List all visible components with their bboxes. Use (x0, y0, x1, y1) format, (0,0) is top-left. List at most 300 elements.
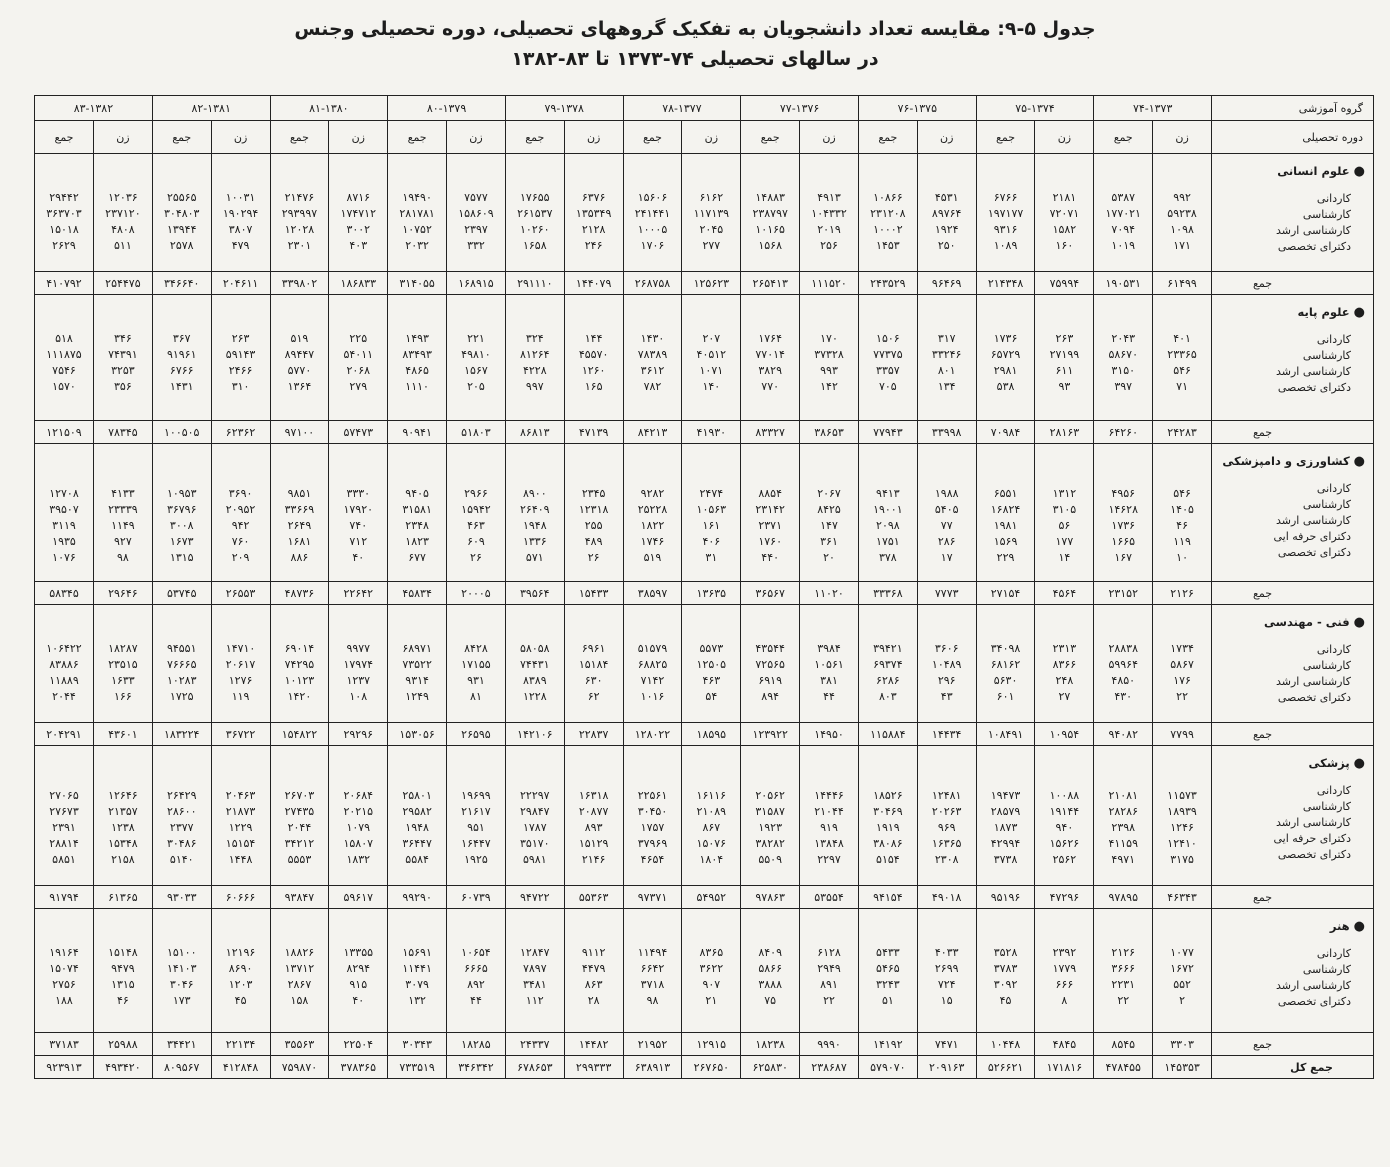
value: ۱۱۵۷۳ (1167, 789, 1197, 802)
value: ۲۸۱۷۸۱ (399, 207, 435, 220)
value: ۳۵۶ (114, 380, 132, 393)
group-total-value: ۱۹۰۵۳۱ (1094, 272, 1153, 295)
value: ۲۰۶۷ (817, 487, 841, 500)
degree-label: دکترای تخصصی (1277, 691, 1351, 704)
group-total-value: ۳۸۵۹۷ (623, 582, 682, 605)
value: ۱۰۱۶ (640, 690, 665, 703)
value: ۵۴۰۱۱ (343, 348, 374, 361)
total-values-cell (976, 444, 1035, 582)
value: ۷۷۰۱۴ (755, 348, 785, 361)
value: ۵۸۶۷ (1170, 658, 1194, 671)
female-values-cell (682, 295, 741, 421)
total-header: جمع (976, 121, 1035, 154)
value: ۴۹۱۳ (817, 191, 841, 204)
value: ۱۴۲۰ (287, 690, 312, 703)
value: ۸۴۲۸ (464, 642, 488, 655)
value: ۱۷۹۷۴ (343, 658, 374, 671)
value: ۷۸۲ (643, 380, 662, 393)
value: ۱۶۰ (1055, 239, 1074, 252)
value: ۱۷۳۴ (1170, 642, 1194, 655)
value: ۲۱ (705, 994, 718, 1007)
value: ۱۳۴ (937, 380, 956, 393)
group-total-value: ۱۲۹۱۵ (682, 1033, 741, 1056)
group-total-value: ۱۳۶۳۵ (682, 582, 741, 605)
total-values-cell (858, 605, 917, 723)
value: ۱۸۵۲۶ (873, 789, 903, 802)
total-values-cell (388, 605, 447, 723)
year-header: ۸۲-۱۳۸۱ (152, 96, 270, 121)
group-total-value: ۲۴۳۳۷ (505, 1033, 564, 1056)
group-total-value: ۲۶۵۴۱۳ (741, 272, 800, 295)
value: ۱۶۱۱۶ (696, 789, 727, 802)
grand-total-label: جمع کل (1212, 1056, 1374, 1079)
group-total-value: ۱۲۱۵۰۹ (35, 421, 94, 444)
group-total-value: ۹۹۲۹۰ (388, 886, 447, 909)
female-values-cell (917, 444, 976, 582)
value: ۱۳۷۱۲ (284, 962, 315, 975)
female-values-cell (447, 295, 506, 421)
grand-total-value: ۲۹۹۳۳۳ (564, 1056, 623, 1079)
value: ۲۹۴۹ (817, 962, 841, 975)
value: ۳۹۵۰۷ (49, 503, 79, 516)
value: ۳۶۶۶ (1111, 962, 1136, 975)
female-values-cell (917, 295, 976, 421)
group-name: ● کشاورزی و دامپزشکی (1212, 454, 1365, 469)
group-label-cell (1212, 444, 1374, 582)
value: ۳۱۵۰ (1111, 364, 1136, 377)
value: ۹۱۱۲ (581, 946, 606, 959)
value: ۳۸۲۹ (758, 364, 782, 377)
total-values-cell (505, 295, 564, 421)
value: ۲۸۶ (937, 535, 956, 548)
total-values-cell (388, 444, 447, 582)
female-values-cell (917, 909, 976, 1033)
value: ۱۷۷ (1055, 535, 1074, 548)
value: ۱۹۰۰۱ (873, 503, 903, 516)
grand-total-value: ۲۶۷۶۵۰ (682, 1056, 741, 1079)
value: ۴۴۷۹ (581, 962, 606, 975)
female-header: زن (1153, 121, 1212, 154)
value: ۳۰۰۲ (346, 223, 371, 236)
value: ۱۰۰۰۲ (873, 223, 903, 236)
total-values-cell (623, 605, 682, 723)
value: ۱۰۷۶ (52, 551, 76, 564)
title-line-1: جدول ۵-۹: مقایسه تعداد دانشجویان به تفکیک گروههای تحصیلی، دوره تحصیلی وجنس (294, 18, 1096, 40)
value: ۲۷۱۹۹ (1049, 348, 1080, 361)
group-total-value: ۴۱۹۳۰ (682, 421, 741, 444)
female-values-cell (1153, 154, 1212, 272)
value: ۲۶۱۵۳۷ (517, 207, 553, 220)
value: ۱۵۹۴۲ (461, 503, 491, 516)
group-total-value: ۲۳۱۵۲ (1094, 582, 1153, 605)
group-total-value: ۶۲۳۶۲ (211, 421, 270, 444)
value: ۲۲۵۶۱ (637, 789, 668, 802)
group-total-value: ۴۸۷۳۶ (270, 582, 329, 605)
value: ۲۰۳۲ (405, 239, 429, 252)
value: ۱۳۶۴ (287, 380, 312, 393)
value: ۶۹۳۷۴ (873, 658, 903, 671)
degree-list (1212, 642, 1365, 706)
group-total-value: ۲۶۵۵۳ (211, 582, 270, 605)
value: ۸۹۳ (584, 821, 603, 834)
value: ۱۲۸۴۷ (520, 946, 550, 959)
value: ۳۳۵۷ (876, 364, 900, 377)
total-values-cell (505, 746, 564, 886)
female-values-cell (1153, 909, 1212, 1033)
value: ۲۰۱۹ (817, 223, 841, 236)
group-total-value: ۳۱۴۰۵۵ (388, 272, 447, 295)
value: ۶۹۱۹ (758, 674, 782, 687)
total-values-cell (976, 605, 1035, 723)
value: ۴۳۵۴۴ (755, 642, 785, 655)
value: ۱۴۱۰۳ (166, 962, 197, 975)
value: ۱۷۲۵ (169, 690, 194, 703)
value: ۱۰۵۶۱ (814, 658, 844, 671)
grand-total-value: ۵۷۹۰۷۰ (858, 1056, 917, 1079)
total-values-cell (623, 746, 682, 886)
value: ۱۵۶۰۶ (637, 191, 668, 204)
value: ۳۰۴۶۹ (873, 805, 903, 818)
value: ۱۸۲۲ (640, 519, 665, 532)
value: ۴۹۷۱ (1111, 853, 1136, 866)
female-values-cell (329, 444, 388, 582)
value: ۲۴۶ (584, 239, 603, 252)
group-total-value: ۱۴۲۱۰۶ (505, 723, 564, 746)
value: ۲۲۱ (467, 332, 485, 345)
value: ۱۰۸ (349, 690, 368, 703)
value: ۱۷۷۰۲۱ (1105, 207, 1141, 220)
value: ۵۱۴۰ (169, 853, 194, 866)
title-line-2: در سالهای تحصیلی ۷۴-۱۳۷۳ تا ۸۳-۱۳۸۲ (511, 48, 879, 70)
value: ۲۰۲۱۵ (343, 805, 374, 818)
value: ۱۱۴۹۴ (637, 946, 668, 959)
value: ۲۹۸۱ (993, 364, 1018, 377)
degree-label: کارشناسی (1302, 208, 1351, 221)
value: ۱۷۵۱ (876, 535, 900, 548)
degree-label: دکترای تخصصی (1277, 240, 1351, 253)
grand-total-value: ۶۷۸۶۵۳ (505, 1056, 564, 1079)
value: ۲۳۴۸ (405, 519, 429, 532)
value: ۱۴۰۵ (1170, 503, 1194, 516)
total-values-cell (35, 444, 94, 582)
value: ۵۸۵۱ (52, 853, 76, 866)
group-total-value: ۲۰۰۰۵ (447, 582, 506, 605)
value: ۳۰۷۹ (405, 978, 429, 991)
total-values-cell (858, 154, 917, 272)
value: ۱۹۴۸ (405, 821, 429, 834)
group-total-value: ۱۴۴۸۲ (564, 1033, 623, 1056)
group-total-value: ۸۴۲۱۳ (623, 421, 682, 444)
value: ۸ (1061, 994, 1068, 1007)
value: ۷۴۳۹۱ (108, 348, 138, 361)
group-total-value: ۷۷۷۳ (917, 582, 976, 605)
value: ۳۲۴ (525, 332, 544, 345)
value: ۱۱۱۰ (405, 380, 429, 393)
value: ۳۳۲ (467, 239, 485, 252)
group-name: ● هنر (1212, 919, 1365, 934)
value: ۸۳۸۹ (522, 674, 547, 687)
female-values-cell (447, 909, 506, 1033)
value: ۴۰۳ (349, 239, 368, 252)
group-total-value: ۲۲۶۴۲ (329, 582, 388, 605)
value: ۲۳۴۵ (581, 487, 606, 500)
value: ۲۳۹۷ (464, 223, 488, 236)
value: ۲۳۵۱۵ (108, 658, 138, 671)
value: ۲۳۹۲ (1052, 946, 1077, 959)
year-header: ۷۹-۱۳۷۸ (505, 96, 623, 121)
group-total-value: ۶۱۴۹۹ (1153, 272, 1212, 295)
total-values-cell (270, 605, 329, 723)
value: ۱۰۵۶۳ (696, 503, 727, 516)
value: ۸۳۶۵ (699, 946, 724, 959)
female-values-cell (1035, 909, 1094, 1033)
value: ۳۶۷۹۶ (166, 503, 197, 516)
total-values-cell (152, 605, 211, 723)
value: ۴۶۳ (702, 674, 721, 687)
value: ۵۱۹ (290, 332, 309, 345)
value: ۱۷۴۷۱۲ (340, 207, 376, 220)
group-row (35, 605, 1374, 723)
group-total-label: جمع (1212, 272, 1374, 295)
value: ۱۸۲۸۷ (108, 642, 138, 655)
value: ۱۰۲۸۳ (166, 674, 197, 687)
value: ۹۳ (1058, 380, 1071, 393)
female-header: زن (329, 121, 388, 154)
value: ۸۹۱ (820, 978, 838, 991)
value: ۱۲۶۴۶ (108, 789, 138, 802)
value: ۳۱۵۸۱ (402, 503, 432, 516)
value: ۱۰۸۹ (993, 239, 1018, 252)
value: ۹۵۱ (467, 821, 485, 834)
group-label-cell (1212, 605, 1374, 723)
total-values-cell (35, 605, 94, 723)
year-header: ۸۰-۱۳۷۹ (388, 96, 506, 121)
group-total-value: ۶۴۲۶۰ (1094, 421, 1153, 444)
value: ۱۶۶ (114, 690, 132, 703)
value: ۱۷۶ (1173, 674, 1191, 687)
group-total-value: ۳۵۵۶۳ (270, 1033, 329, 1056)
value: ۵۵۲ (1173, 978, 1191, 991)
value: ۲۷۵۶ (52, 978, 76, 991)
value: ۷۱۴۲ (640, 674, 665, 687)
value: ۲۵۰ (937, 239, 956, 252)
value: ۷۱ (1176, 380, 1188, 393)
group-total-value: ۴۵۸۳۴ (388, 582, 447, 605)
value: ۳۶۴۴۷ (402, 837, 432, 850)
value: ۱۶۶۵ (1111, 535, 1136, 548)
value: ۸۹۲ (467, 978, 485, 991)
degree-label: کاردانی (1316, 947, 1351, 960)
value: ۶۷۶۶ (993, 191, 1018, 204)
group-total-label: جمع (1212, 723, 1374, 746)
grand-total-value: ۴۹۳۴۲۰ (93, 1056, 152, 1079)
value: ۲۶۳ (1055, 332, 1074, 345)
group-total-row (35, 723, 1374, 746)
value: ۱۰۲۶۰ (520, 223, 550, 236)
value: ۳۰۴۵۰ (637, 805, 668, 818)
value: ۱۷۶۰ (758, 535, 782, 548)
year-header: ۷۵-۱۳۷۴ (976, 96, 1094, 121)
grand-total-value: ۷۳۳۵۱۹ (388, 1056, 447, 1079)
group-total-value: ۱۴۴۰۷۹ (564, 272, 623, 295)
value: ۵۸۰۵۸ (520, 642, 550, 655)
value: ۴۰ (352, 994, 365, 1007)
group-total-value: ۶۰۷۳۹ (447, 886, 506, 909)
value: ۲۶ (470, 551, 482, 564)
value: ۱۲۲۹ (228, 821, 253, 834)
value: ۸۳۸۸۶ (49, 658, 79, 671)
total-values-cell (623, 295, 682, 421)
value: ۲۵۵ (584, 519, 603, 532)
female-values-cell (1035, 295, 1094, 421)
group-total-value: ۳۳۹۸۰۲ (270, 272, 329, 295)
group-total-value: ۲۴۳۵۲۹ (858, 272, 917, 295)
value: ۲۶۳ (231, 332, 250, 345)
value: ۹۹۷ (525, 380, 544, 393)
value: ۵۱۵۴ (876, 853, 900, 866)
value: ۶۰۹ (467, 535, 485, 548)
value: ۱۲۴۸۱ (931, 789, 962, 802)
value: ۱۵۸۶۰۹ (458, 207, 494, 220)
group-row (35, 295, 1374, 421)
value: ۲۰۸۷۷ (578, 805, 609, 818)
value: ۲۰۵ (467, 380, 485, 393)
value: ۷۱۲ (349, 535, 368, 548)
value: ۶۱۶۲ (699, 191, 724, 204)
group-total-row (35, 1033, 1374, 1056)
value: ۱۳۱۲ (1052, 487, 1077, 500)
value: ۸۶۷ (702, 821, 721, 834)
value: ۴۸۹ (584, 535, 603, 548)
value: ۱۵۷۰ (52, 380, 76, 393)
value: ۶۶۴۲ (640, 962, 665, 975)
value: ۱۳۵۳۴۹ (575, 207, 612, 220)
total-values-cell (741, 295, 800, 421)
value: ۱۰۰۸۸ (1049, 789, 1080, 802)
value: ۲۰۶۸ (346, 364, 371, 377)
value: ۱۱۸۸۹ (49, 674, 79, 687)
value: ۱۴۹۳ (405, 332, 429, 345)
value: ۴۸۶۵ (405, 364, 429, 377)
value: ۴۲۹۹۴ (990, 837, 1021, 850)
value: ۲۶۴۲۹ (166, 789, 197, 802)
value: ۲۷۴۳۵ (284, 805, 315, 818)
data-table-container (34, 95, 1374, 1079)
value: ۱۳۲ (408, 994, 426, 1007)
value: ۲۶۹۹ (934, 962, 959, 975)
group-label-cell (1212, 909, 1374, 1033)
female-values-cell (564, 746, 623, 886)
value: ۱۵۱۲۹ (578, 837, 609, 850)
value: ۲۱۸۱ (1052, 191, 1077, 204)
total-values-cell (858, 909, 917, 1033)
total-values-cell (152, 295, 211, 421)
total-values-cell (741, 605, 800, 723)
value: ۱۰۱۲۳ (284, 674, 315, 687)
group-total-label: جمع (1212, 421, 1374, 444)
female-values-cell (447, 605, 506, 723)
group-total-value: ۱۵۳۰۵۶ (388, 723, 447, 746)
grand-total-value: ۱۷۱۸۱۶ (1035, 1056, 1094, 1079)
grand-total-value: ۷۵۹۸۷۰ (270, 1056, 329, 1079)
value: ۹۳۱ (467, 674, 485, 687)
value: ۵۳۸۷ (1111, 191, 1136, 204)
value: ۲۳۱۳ (1052, 642, 1077, 655)
value: ۱۴۶۲۸ (1108, 503, 1138, 516)
group-total-value: ۴۹۰۱۸ (917, 886, 976, 909)
total-values-cell (505, 444, 564, 582)
value: ۱۷۷۹ (1052, 962, 1077, 975)
group-total-value: ۹۴۰۸۲ (1094, 723, 1153, 746)
value: ۱۶۷۲ (1170, 962, 1194, 975)
value: ۶۶۶۵ (464, 962, 488, 975)
value: ۶۱۲۸ (817, 946, 841, 959)
value: ۱۱۷۱۳۹ (693, 207, 730, 220)
value: ۲۱۲۸ (581, 223, 606, 236)
value: ۶۹۶۱ (581, 642, 606, 655)
value: ۱۰۹۵۳ (166, 487, 197, 500)
value: ۹۸ (646, 994, 659, 1007)
group-total-value: ۲۱۴۳۴۸ (976, 272, 1035, 295)
group-total-value: ۲۹۶۴۶ (93, 582, 152, 605)
group-total-value: ۴۵۶۴ (1035, 582, 1094, 605)
group-row (35, 746, 1374, 886)
value: ۴۸۵۰ (1111, 674, 1136, 687)
total-values-cell (741, 154, 800, 272)
group-total-value: ۱۰۹۵۴ (1035, 723, 1094, 746)
group-total-value: ۸۵۴۵ (1094, 1033, 1153, 1056)
value: ۲۰۵۶۲ (755, 789, 785, 802)
year-header: ۸۱-۱۳۸۰ (270, 96, 388, 121)
grand-total-value: ۴۱۲۸۴۸ (211, 1056, 270, 1079)
group-total-value: ۳۳۳۶۸ (858, 582, 917, 605)
group-total-value: ۲۰۴۲۹۱ (35, 723, 94, 746)
total-values-cell (35, 154, 94, 272)
degree-list (1212, 783, 1365, 863)
total-values-cell (741, 746, 800, 886)
total-values-cell (388, 154, 447, 272)
total-values-cell (1094, 909, 1153, 1033)
total-header: جمع (505, 121, 564, 154)
value: ۳۶۳۷۰۳ (46, 207, 82, 220)
value: ۷۲۵۶۵ (755, 658, 785, 671)
value: ۱۸۷۳ (993, 821, 1018, 834)
value: ۹۰۷ (702, 978, 721, 991)
value: ۱۳۱۵ (111, 978, 135, 991)
group-total-value: ۹۳۰۳۳ (152, 886, 211, 909)
value: ۸۴۰۹ (758, 946, 782, 959)
total-values-cell (1094, 444, 1153, 582)
value: ۱۷۳ (172, 994, 191, 1007)
value: ۸۲۹۴ (346, 962, 371, 975)
total-values-cell (1094, 605, 1153, 723)
value: ۸۴۲۵ (817, 503, 841, 516)
female-values-cell (1035, 154, 1094, 272)
value: ۲۳۹۸ (1111, 821, 1136, 834)
total-values-cell (270, 444, 329, 582)
value: ۵۴۶ (1173, 364, 1191, 377)
value: ۸۰۳ (878, 690, 897, 703)
value: ۲۹۸۴۷ (520, 805, 550, 818)
value: ۲۱۰۴۴ (814, 805, 844, 818)
value: ۱۰۶۴۲۲ (46, 642, 82, 655)
value: ۱۲۵۰۵ (696, 658, 727, 671)
value: ۱۸۰۴ (699, 853, 724, 866)
value: ۹۴۱۳ (876, 487, 900, 500)
value: ۲۱۰۸۹ (696, 805, 727, 818)
value: ۵۴۳۳ (876, 946, 900, 959)
total-values-cell (1094, 295, 1153, 421)
